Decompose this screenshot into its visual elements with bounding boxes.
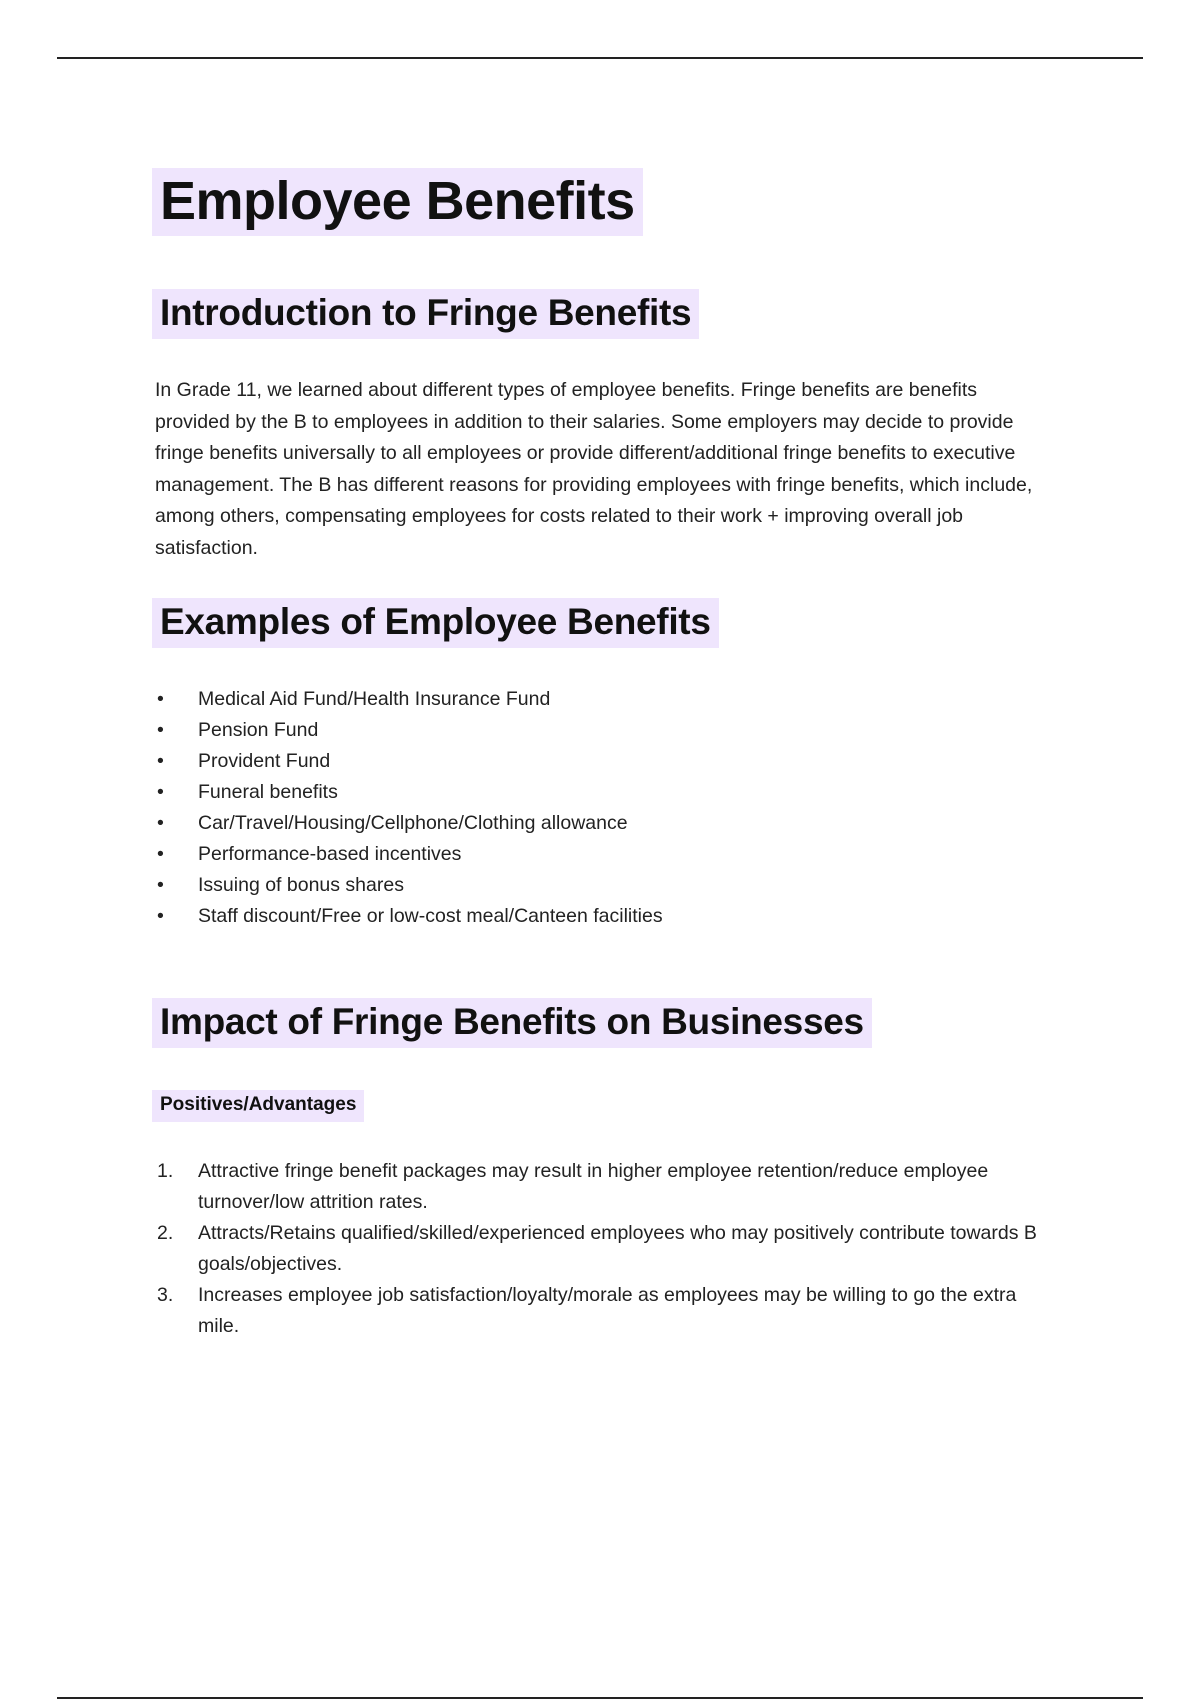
list-item: • Staff discount/Free or low-cost meal/Canteen facilities — [157, 905, 663, 927]
list-item: 3. Increases employee job satisfaction/loyalty/morale as employees may be willing to go the extra mile. — [157, 1284, 1017, 1337]
list-item: 2. Attracts/Retains qualified/skilled/experienced employees who may positively contribute towards B goals/objectives. — [157, 1222, 1037, 1275]
list-item: • Car/Travel/Housing/Cellphone/Clothing allowance — [157, 812, 628, 834]
list-item: 1. Attractive fringe benefit packages may result in higher employee retention/reduce employee turnover/low attrition rates. — [157, 1160, 989, 1213]
section-heading-introduction: Introduction to Fringe Benefits — [155, 289, 1055, 339]
list-item: • Medical Aid Fund/Health Insurance Fund — [157, 688, 551, 710]
section-heading-examples: Examples of Employee Benefits — [155, 598, 1055, 648]
intro-paragraph: In Grade 11, we learned about different types of employee benefits. Fringe benefits are benefits provided by the B to employees in addition to their salaries. Some employers may decide to provide fringe benefits universally to all employees or provide different/additional fringe benefits to executive management. The B has different reasons for providing employees with fringe benefits, which include, among others, compensating employees for costs related to their work + improving overall job satisfaction. — [155, 379, 1033, 559]
benefits-list — [155, 684, 1055, 932]
document-body — [155, 168, 1055, 1342]
list-item: • Performance-based incentives — [157, 843, 462, 865]
advantages-list — [155, 1156, 1055, 1342]
list-item: • Issuing of bonus shares — [157, 874, 404, 896]
subheading-positives: Positives/Advantages — [155, 1090, 1055, 1122]
section-heading-impact: Impact of Fringe Benefits on Businesses — [155, 998, 1055, 1048]
title-highlight: Employee Benefits — [152, 168, 643, 236]
top-divider — [57, 57, 1143, 59]
list-item: • Pension Fund — [157, 719, 319, 741]
document-title — [155, 168, 1055, 236]
list-item: • Provident Fund — [157, 750, 331, 772]
list-item: • Funeral benefits — [157, 781, 338, 803]
bottom-divider — [57, 1697, 1143, 1699]
